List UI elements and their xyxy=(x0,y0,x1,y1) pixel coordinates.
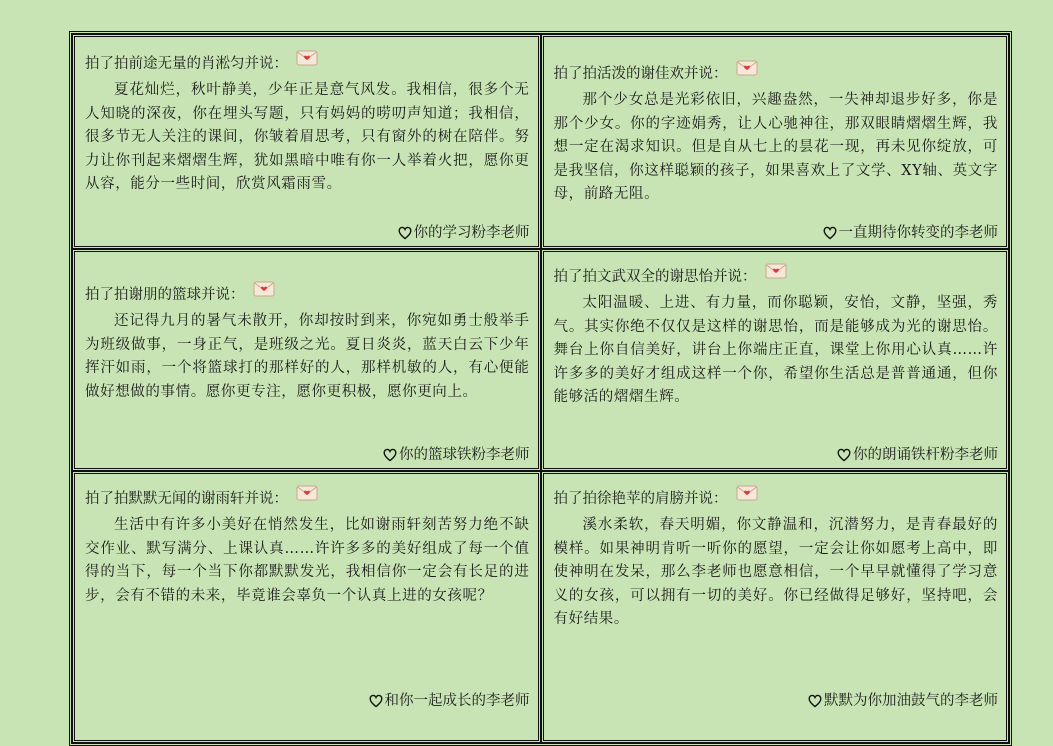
card-signature xyxy=(823,222,999,244)
card-grid xyxy=(69,31,1012,746)
heart-outline-icon xyxy=(398,226,412,240)
heart-outline-icon xyxy=(369,694,383,708)
love-letter-icon xyxy=(253,281,275,297)
card-signature-text: 你的篮球铁粉李老师 xyxy=(399,447,530,463)
message-card xyxy=(541,34,1010,249)
card-heading xyxy=(554,488,999,510)
card-body: 还记得九月的暑气未散开，你却按时到来，你宛如勇士般举手为班级做事，一身正气，是班级之光。夏日炎炎，蓝天白云下少年挥汗如雨，一个将篮球打的那样好的人，那样机敏的人，有心便能做好想做的事情。愿你更专注，愿你更积极，愿你更向上。 xyxy=(85,313,530,400)
card-signature-text: 一直期待你转变的李老师 xyxy=(838,225,998,241)
card-body: 溪水柔软，春天明媚，你文静温和，沉潜努力，是青春最好的模样。如果神明肯听一听你的愿望，一定会让你如愿考上高中，即使神明在发呆，那么李老师也愿意相信，一个早早就懂得了学习意义的女孩，可以拥有一切的美好。你已经做得足够好，坚持吧，会有好结果。 xyxy=(553,517,998,627)
heart-outline-icon xyxy=(823,226,837,240)
card-body: 太阳温暖、上进、有力量，而你聪颖，安怡，文静，坚强，秀气。其实你绝不仅仅是这样的谢思怡，而是能够成为光的谢思怡。舞台上你自信美好，讲台上你端庄正直，课堂上你用心认真……许许多多的美好才组成这样一个你，希望你生活总是普普通通，但你能够活的熠熠生辉。 xyxy=(553,295,998,405)
message-card xyxy=(72,249,541,471)
love-letter-icon xyxy=(765,263,787,279)
card-signature-text: 默默为你加油鼓气的李老师 xyxy=(824,693,998,709)
love-letter-icon xyxy=(296,50,318,66)
card-signature-text: 你的朗诵铁杆粉李老师 xyxy=(853,447,998,463)
card-signature xyxy=(808,690,998,712)
love-letter-icon xyxy=(296,485,318,501)
card-body: 生活中有许多小美好在悄然发生，比如谢雨轩刻苦努力绝不缺交作业、默写满分、上课认真……许许多多的美好组成了每一个值得的当下，每一个当下你都默默发光，我相信你一定会有长足的进步，会有不错的未来，毕竟谁会辜负一个认真上进的女孩呢？ xyxy=(85,517,530,604)
card-heading-text: 拍了拍徐艳苹的肩膀并说： xyxy=(553,491,728,507)
card-signature xyxy=(383,444,530,466)
message-card xyxy=(541,471,1010,743)
card-heading xyxy=(85,488,530,510)
card-body: 夏花灿烂，秋叶静美，少年正是意气风发。我相信，很多个无人知晓的深夜，你在埋头写题，只有妈妈的唠叨声知道；我相信，很多节无人关注的课间，你皱着眉思考，只有窗外的树在陪伴。努力让你刊起来熠熠生辉，犹如黑暗中唯有你一人举着火把，愿你更从容，能分一些时间，欣赏风霜雨雪。 xyxy=(85,82,530,192)
card-heading-text: 拍了拍文武双全的谢思怡并说： xyxy=(553,269,757,285)
heart-outline-icon xyxy=(837,448,851,462)
card-signature-text: 你的学习粉李老师 xyxy=(413,225,530,241)
heart-outline-icon xyxy=(383,448,397,462)
card-heading xyxy=(85,284,530,306)
card-heading xyxy=(554,266,999,288)
card-signature xyxy=(837,444,998,466)
card-heading-text: 拍了拍活泼的谢佳欢并说： xyxy=(553,66,728,82)
love-letter-icon xyxy=(736,60,758,76)
message-card xyxy=(541,249,1010,471)
card-signature-text: 和你一起成长的李老师 xyxy=(384,693,530,709)
card-signature xyxy=(398,222,530,244)
message-card xyxy=(72,471,541,743)
heart-outline-icon xyxy=(808,694,822,708)
card-heading-text: 拍了拍谢朋的篮球并说： xyxy=(85,287,245,303)
card-heading-text: 拍了拍前途无量的肖淞匀并说： xyxy=(85,56,288,72)
love-letter-icon xyxy=(736,485,758,501)
card-body: 那个少女总是光彩依旧，兴趣盎然，一失神却退步好多，你是那个少女。你的字迹娟秀，让人心驰神往，那双眼睛熠熠生辉，我想一定在渴求知识。但是自从七上的昙花一现，再未见你绽放，可是我坚信，你这样聪颖的孩子，如果喜欢上了文学、XY轴、英文字母，前路无阻。 xyxy=(553,92,998,202)
card-signature xyxy=(369,690,530,712)
card-heading xyxy=(554,63,999,85)
message-card xyxy=(72,34,541,249)
card-heading xyxy=(85,53,530,75)
card-heading-text: 拍了拍默默无闻的谢雨轩并说： xyxy=(85,491,288,507)
